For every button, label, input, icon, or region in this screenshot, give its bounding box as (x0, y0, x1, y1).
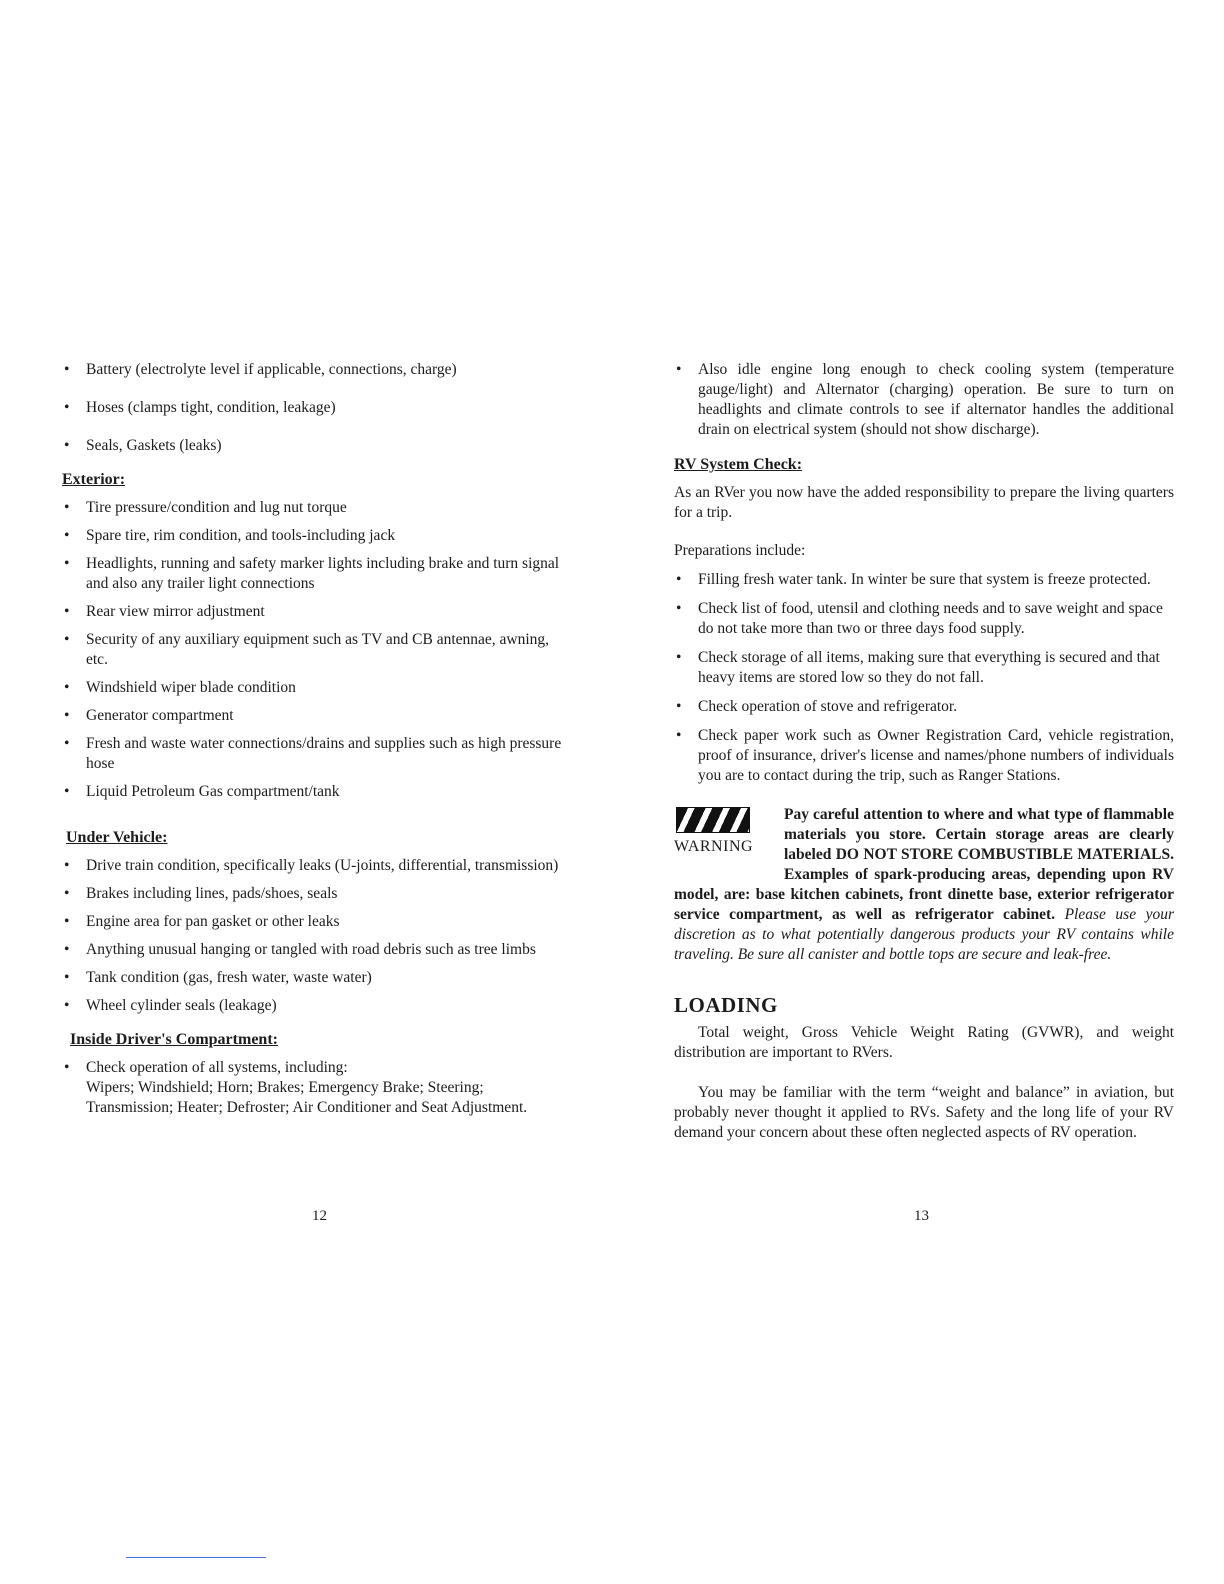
rv-system-heading: RV System Check: (674, 456, 803, 473)
loading-title: LOADING (674, 993, 778, 1017)
list-item: • Wheel cylinder seals (leakage) (62, 996, 562, 1016)
warning-icon (674, 805, 770, 881)
rv-system-intro: As an RVer you now have the added responsibility to prepare the living quarters for a trip. (674, 484, 1174, 521)
list-item: • Generator compartment (62, 706, 562, 726)
list-item: • Spare tire, rim condition, and tools-including jack (62, 526, 562, 546)
list-item: • Rear view mirror adjustment (62, 602, 562, 622)
engine-check-list (674, 360, 1174, 440)
inside-item-line1: Check operation of all systems, including: (86, 1059, 348, 1076)
list-item: • Security of any auxiliary equipment such as TV and CB antennae, awning, etc. (62, 630, 562, 670)
preparations-label: Preparations include: (674, 542, 806, 559)
loading-paragraph-1: Total weight, Gross Vehicle Weight Rating (GVWR), and weight distribution are important to RVers. (674, 1024, 1174, 1061)
list-item: • Brakes including lines, pads/shoes, seals (62, 884, 562, 904)
list-item: • Anything unusual hanging or tangled with road debris such as tree limbs (62, 940, 562, 960)
list-item: • Tire pressure/condition and lug nut torque (62, 498, 562, 518)
warning-label: WARNING (674, 838, 754, 855)
inside-item-line2: Wipers; Windshield; Horn; Brakes; Emergency Brake; Steering; Transmission; Heater; Defroster; Air Conditioner and Seat Adjustment. (86, 1079, 528, 1116)
list-item: • Headlights, running and safety marker lights including brake and turn signal and also any trailer light connections (62, 554, 562, 594)
loading-paragraph-2: You may be familiar with the term “weight and balance” in aviation, but probably never thought it applied to RVs. Safety and the long life of your RV demand your concern about these often neglected aspects of RV operation. (674, 1084, 1174, 1141)
list-item: • Check operation of stove and refrigerator. (674, 697, 1174, 717)
hazard-stripes-icon (676, 807, 750, 833)
list-item: • Hoses (clamps tight, condition, leakage) (62, 398, 562, 418)
list-item: • Engine area for pan gasket or other leaks (62, 912, 562, 932)
list-item: • Check storage of all items, making sure that everything is secured and that heavy items are stored low so they do not fall. (674, 648, 1174, 688)
exterior-list (62, 498, 562, 802)
list-item (62, 1058, 562, 1118)
inside-compartment-heading: Inside Driver's Compartment: (70, 1031, 278, 1048)
exterior-heading: Exterior: (62, 471, 126, 488)
list-item: • Liquid Petroleum Gas compartment/tank (62, 782, 562, 802)
divider (126, 1557, 266, 1558)
preparations-list (674, 570, 1174, 786)
list-item: • Also idle engine long enough to check cooling system (temperature gauge/light) and Alternator (charging) operation. Be sure to turn on headlights and climate controls to see if alternator handles the additional drain on electrical system (should not show discharge). (674, 360, 1174, 440)
under-vehicle-list (62, 856, 562, 1016)
left-page (62, 360, 562, 1126)
list-item: • Check paper work such as Owner Registration Card, vehicle registration, proof of insurance, driver's license and names/phone numbers of individuals you are to contact during the trip, such as Ranger Stations. (674, 726, 1174, 786)
list-item: • Windshield wiper blade condition (62, 678, 562, 698)
list-item: • Filling fresh water tank. In winter be sure that system is freeze protected. (674, 570, 1174, 590)
inside-compartment-list (62, 1058, 562, 1118)
right-page (674, 360, 1174, 1143)
warning-italic-text: Please use your discretion as to what potentially dangerous products your RV contains while traveling. Be sure all canister and bottle tops are secure and leak-free. (674, 906, 1175, 963)
warning-callout (674, 805, 1174, 965)
top-checklist (62, 360, 562, 456)
list-item: • Battery (electrolyte level if applicable, connections, charge) (62, 360, 562, 380)
page-number-left: 12 (312, 1208, 327, 1224)
list-item: • Tank condition (gas, fresh water, waste water) (62, 968, 562, 988)
list-item: • Seals, Gaskets (leaks) (62, 436, 562, 456)
list-item: • Check list of food, utensil and clothing needs and to save weight and space do not take more than two or three days food supply. (674, 599, 1174, 639)
warning-bold-text: Pay careful attention to where and what type of flammable materials you store. Certain storage areas are clearly labeled DO NOT STORE COMBUSTIBLE MATERIALS. Examples of spark-producing areas, depending upon RV model, are: base kitchen cabinets, front dinette base, exterior refrigerator service compartment, as well as refrigerator cabinet. (674, 806, 1174, 923)
list-item: • Drive train condition, specifically leaks (U-joints, differential, transmission) (62, 856, 562, 876)
list-item: • Fresh and waste water connections/drains and supplies such as high pressure hose (62, 734, 562, 774)
under-vehicle-heading: Under Vehicle: (66, 829, 168, 846)
page-number-right: 13 (914, 1208, 929, 1224)
